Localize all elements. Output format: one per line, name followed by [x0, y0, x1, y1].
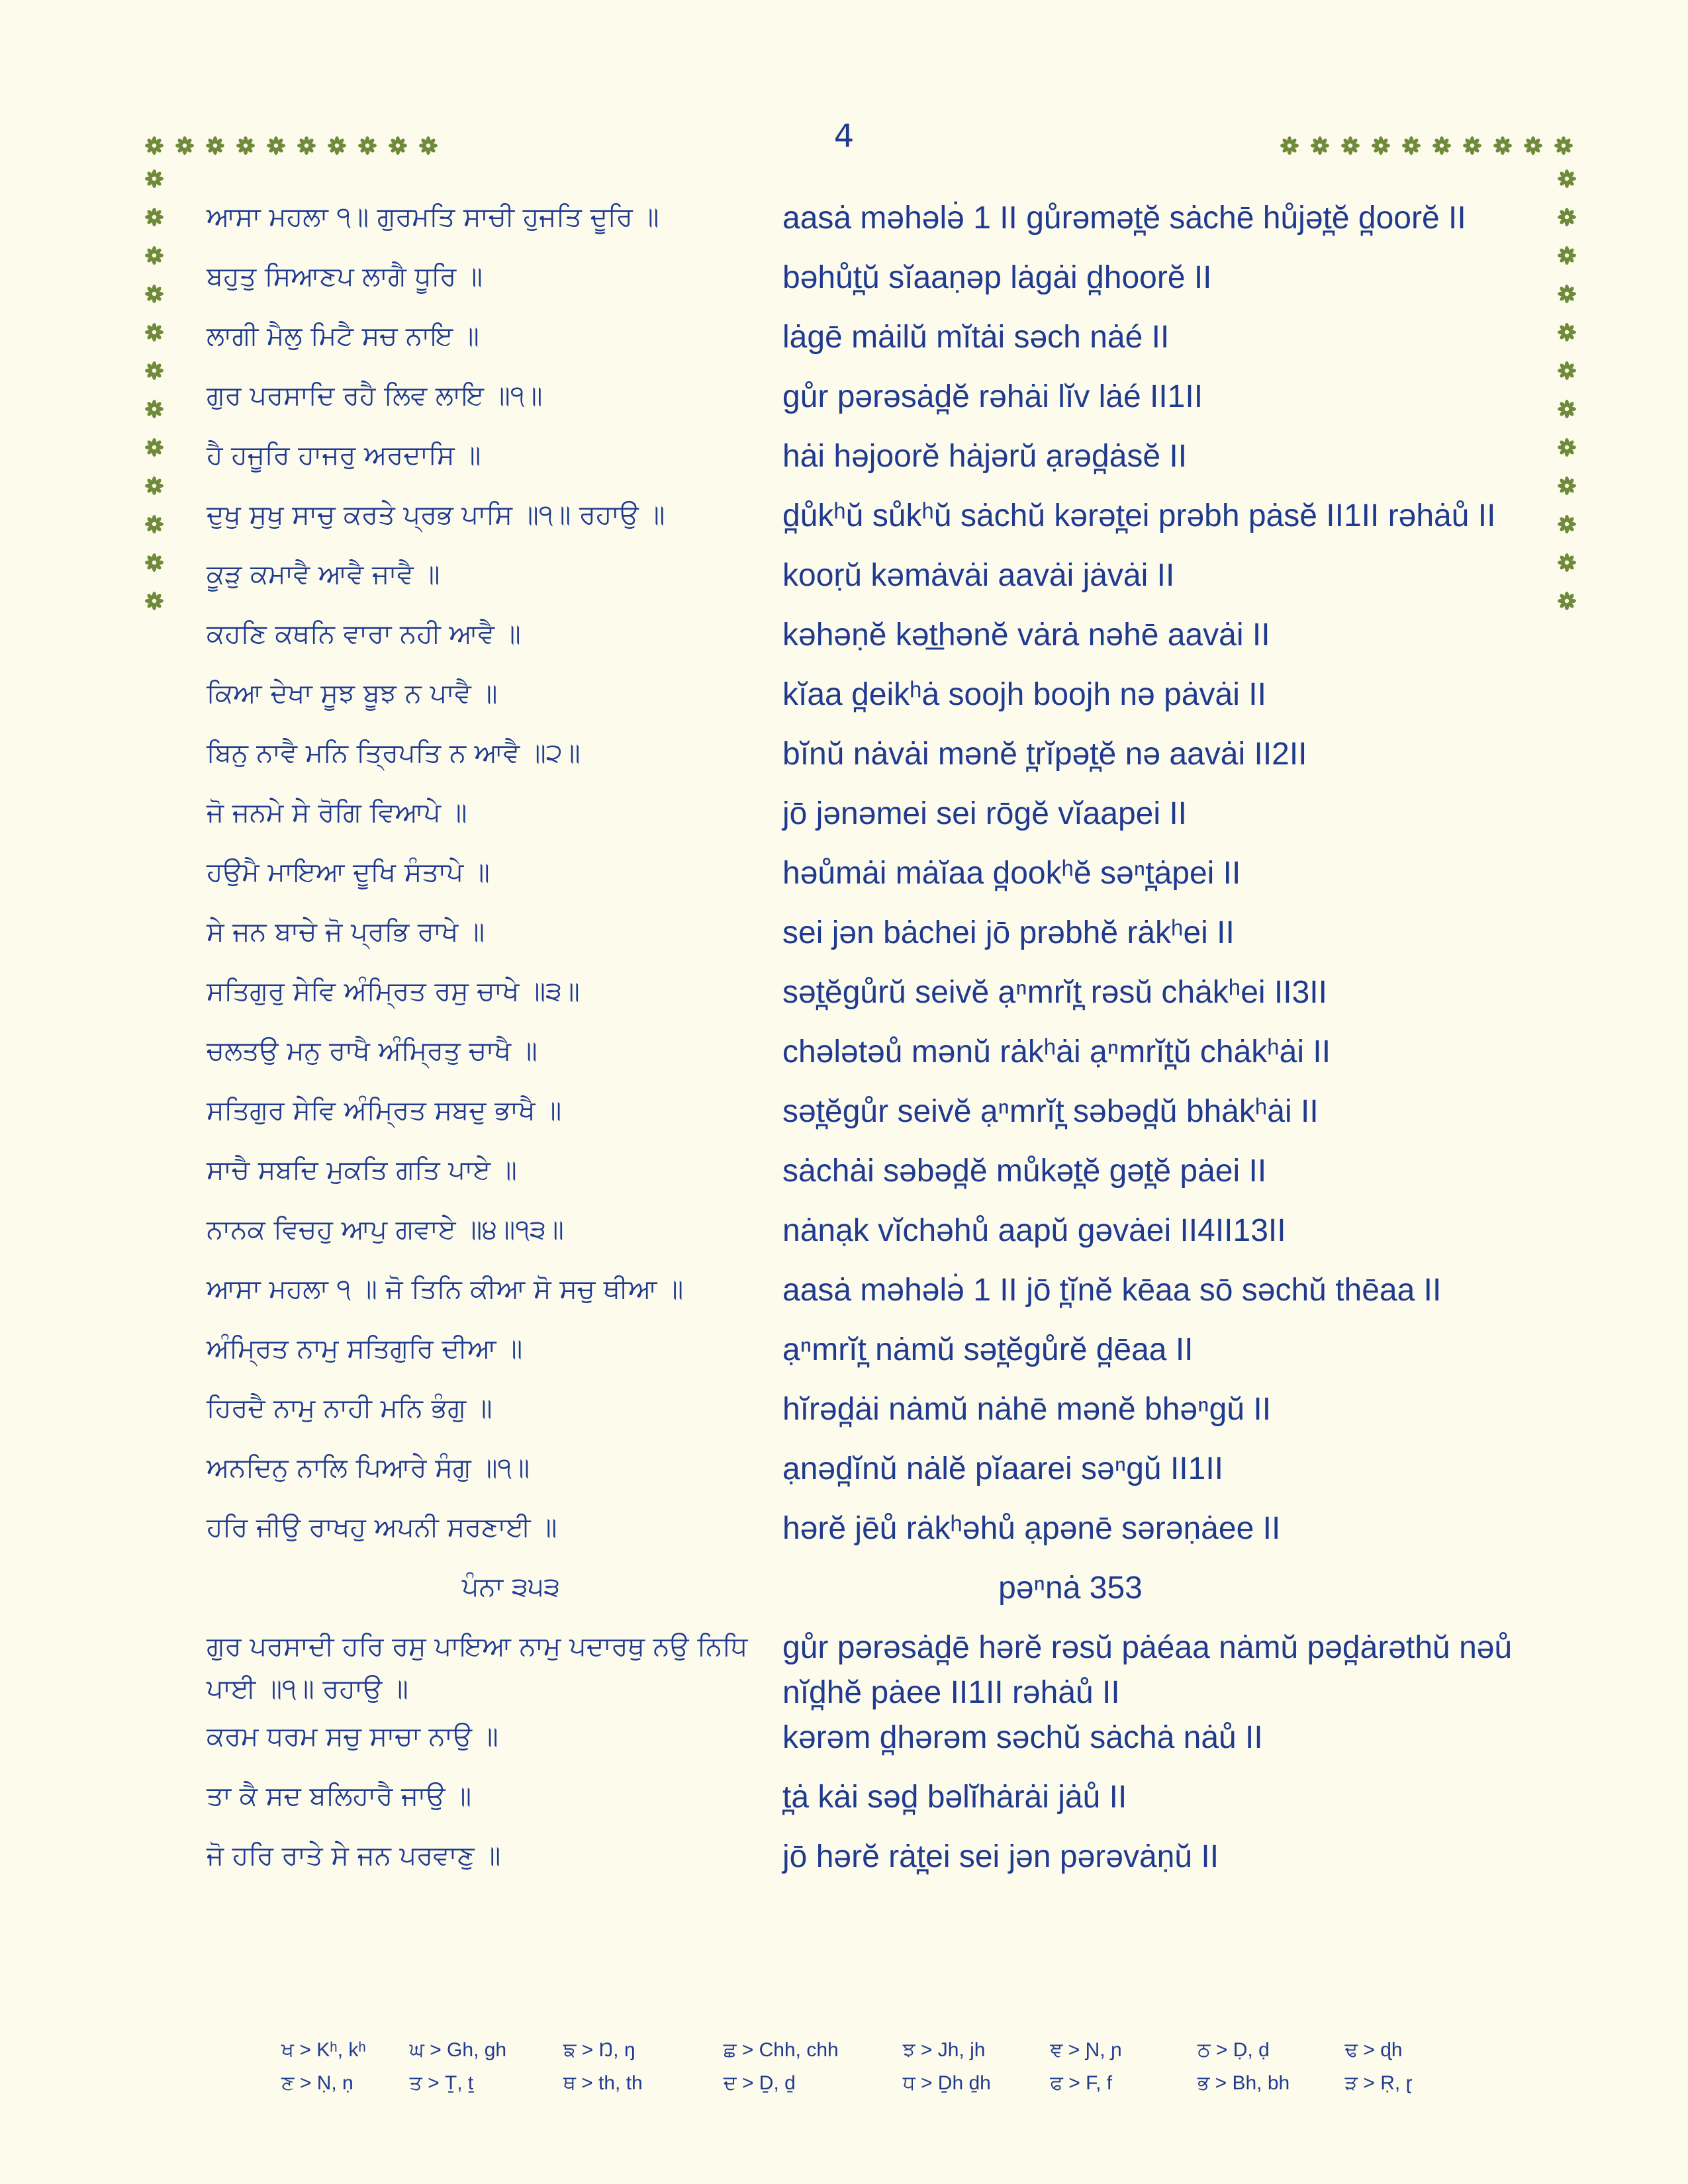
verse-row	[207, 851, 1524, 911]
gurmukhi-line: ਕਰਮ ਧਰਮ ਸਚੁ ਸਾਚਾ ਨਾਉ ॥	[207, 1721, 498, 1752]
gurmukhi-line: ਆਸਾ ਮਹਲਾ ੧॥ ਗੁਰਮਤਿ ਸਾਚੀ ਹੁਜਤਿ ਦੂਰਿ ॥	[207, 202, 659, 232]
transliteration-line: sȧchȧi səbəd̪ĕ můkət̪ĕ gət̪ĕ pȧei II	[782, 1154, 1267, 1189]
transliteration-line: sət̪ĕgůr seivĕ ạⁿmrĭt̪ səbəd̪ŭ bhȧkʰȧi II	[782, 1094, 1319, 1129]
flower-ornament-icon	[297, 136, 316, 156]
flower-ornament-icon	[144, 514, 164, 534]
gurmukhi-line: ਆਸਾ ਮਹਲਾ ੧ ॥ ਜੋ ਤਿਨਿ ਕੀਆ ਸੋ ਸਚੁ ਥੀਆ ॥	[207, 1274, 684, 1304]
legend-entry: ਞ > Ɲ, ɲ	[1050, 2039, 1122, 2061]
flower-ornament-icon	[327, 136, 347, 156]
transliteration-line: jō hərĕ rȧt̪ei sei jən pərəvȧṇŭ II	[782, 1839, 1219, 1874]
transliteration-line: kəhəṇĕ kət̲hənĕ vȧrȧ nəhē aavȧi II	[782, 617, 1270, 653]
flower-ornament-icon	[144, 591, 164, 611]
flower-ornament-icon	[175, 136, 195, 156]
verse-row	[207, 1030, 1524, 1089]
flower-ornament-icon	[144, 476, 164, 496]
verse-row	[207, 1447, 1524, 1506]
verse-table	[207, 196, 1524, 1894]
flower-ornament-icon	[144, 553, 164, 572]
top-right-flower-border	[1280, 136, 1573, 156]
gurmukhi-line: ਹਉਮੈ ਮਾਇਆ ਦੂਖਿ ਸੰਤਾਪੇ ॥	[207, 857, 490, 887]
flower-ornament-icon	[1557, 476, 1577, 496]
transliteration-line: lȧgē mȧilŭ mĭtȧi səch nȧé II	[782, 320, 1170, 355]
legend-entry: ਢ > ɖh	[1344, 2039, 1403, 2061]
legend-entry: ਝ > Jh, jh	[902, 2039, 986, 2061]
flower-ornament-icon	[144, 399, 164, 419]
gurmukhi-line: ਅਨਦਿਨੁ ਨਾਲਿ ਪਿਆਰੇ ਸੰਗੁ ॥੧॥	[207, 1453, 530, 1483]
flower-ornament-icon	[205, 136, 225, 156]
gurmukhi-line: ਗੁਰ ਪਰਸਾਦਿ ਰਹੈ ਲਿਵ ਲਾਇ ॥੧॥	[207, 381, 543, 411]
verse-row	[207, 613, 1524, 672]
gurmukhi-line: ਬਿਨੁ ਨਾਵੈ ਮਨਿ ਤ੍ਰਿਪਤਿ ਨ ਆਵੈ ॥੨॥	[207, 738, 581, 768]
verse-row	[207, 553, 1524, 613]
flower-ornament-icon	[1557, 514, 1577, 534]
right-flower-border	[1557, 169, 1577, 611]
verse-row	[207, 434, 1524, 494]
legend-entry: ਠ > Ḍ, ḍ	[1197, 2039, 1270, 2061]
legend-entry: ਫ > F, f	[1050, 2072, 1113, 2094]
verse-row	[207, 1835, 1524, 1894]
transliteration-line: gůr pərəsȧd̪ē hərĕ rəsŭ pȧéaa nȧmŭ pəd̪ȧrəthŭ nəů nĭd̪hĕ pȧee II1II rəhȧů II	[782, 1630, 1513, 1710]
verse-row	[207, 732, 1524, 792]
verse-row	[207, 196, 1524, 255]
transliteration-line: kərəm d̪hərəm səchŭ sȧchȧ nȧů II	[782, 1720, 1263, 1755]
flower-ornament-icon	[1310, 136, 1330, 156]
gurmukhi-line: ਚਲਤਉ ਮਨੁ ਰਾਖੈ ਅੰਮ੍ਰਿਤੁ ਚਾਖੈ ॥	[207, 1036, 538, 1066]
flower-ornament-icon	[1401, 136, 1421, 156]
left-flower-border	[144, 169, 164, 611]
gurmukhi-line: ਕੂੜੁ ਕਮਾਵੈ ਆਵੈ ਜਾਵੈ ॥	[207, 559, 440, 590]
flower-ornament-icon	[1280, 136, 1299, 156]
transliteration-line: gůr pərəsȧd̪ĕ rəhȧi lĭv lȧé II1II	[782, 379, 1203, 414]
verse-row	[207, 1268, 1524, 1328]
transliteration-legend	[281, 2034, 1473, 2100]
transliteration-line: kooṛŭ kəmȧvȧi aavȧi jȧvȧi II	[782, 558, 1175, 593]
gurmukhi-line: ਸੇ ਜਨ ਬਾਚੇ ਜੋ ਪ੍ਰਭਿ ਰਾਖੇ ॥	[207, 917, 485, 947]
gurmukhi-line: ਗੁਰ ਪਰਸਾਦੀ ਹਰਿ ਰਸੁ ਪਾਇਆ ਨਾਮੁ ਪਦਾਰਥੁ ਨਉ ਨਿਧਿ ਪਾਈ ॥੧॥ ਰਹਾਉ ॥	[207, 1631, 748, 1704]
legend-entry: ਖ > Kʰ, kʰ	[281, 2039, 366, 2061]
page-marker-row	[207, 1566, 1524, 1625]
flower-ornament-icon	[266, 136, 286, 156]
flower-ornament-icon	[1371, 136, 1391, 156]
verse-row	[207, 1328, 1524, 1387]
verse-row	[207, 792, 1524, 851]
gurmukhi-line: ਤਾ ਕੈ ਸਦ ਬਲਿਹਾਰੈ ਜਾਉ ॥	[207, 1781, 472, 1811]
gurmukhi-line: ਹੈ ਹਜੂਰਿ ਹਾਜਰੁ ਅਰਦਾਸਿ ॥	[207, 440, 481, 471]
flower-ornament-icon	[1557, 399, 1577, 419]
flower-ornament-icon	[236, 136, 256, 156]
verse-row	[207, 1387, 1524, 1447]
flower-ornament-icon	[144, 246, 164, 265]
transliteration-line: hĭrəd̪ȧi nȧmŭ nȧhē mənĕ bhəⁿgŭ II	[782, 1392, 1272, 1427]
gurmukhi-line: ਕਹਣਿ ਕਥਨਿ ਵਾਰਾ ਨਹੀ ਆਵੈ ॥	[207, 619, 521, 649]
transliteration-line: t̪ȧ kȧi səd̪ bəlĭhȧrȧi jȧů II	[782, 1780, 1127, 1815]
verse-row	[207, 1625, 1524, 1715]
flower-ornament-icon	[144, 437, 164, 457]
flower-ornament-icon	[1557, 207, 1577, 227]
transliteration-line: jō jənəmei sei rōgĕ vĭaapei II	[782, 796, 1188, 831]
verse-row	[207, 1775, 1524, 1835]
verse-row	[207, 1149, 1524, 1208]
gurmukhi-line: ਅੰਮ੍ਰਿਤ ਨਾਮੁ ਸਤਿਗੁਰਿ ਦੀਆ ॥	[207, 1334, 523, 1364]
transliteration-line: hȧi həjoorĕ hȧjərŭ ạrəd̪ȧsĕ II	[782, 439, 1188, 474]
flower-ornament-icon	[144, 322, 164, 342]
flower-ornament-icon	[1557, 591, 1577, 611]
flower-ornament-icon	[144, 361, 164, 381]
legend-row	[281, 2067, 1473, 2100]
gurmukhi-line: ਸਤਿਗੁਰ ਸੇਵਿ ਅੰਮ੍ਰਿਤ ਸਬਦੁ ਭਾਖੈ ॥	[207, 1095, 562, 1126]
flower-ornament-icon	[1340, 136, 1360, 156]
flower-ornament-icon	[357, 136, 377, 156]
flower-ornament-icon	[1557, 322, 1577, 342]
flower-ornament-icon	[144, 169, 164, 189]
legend-entry: ਧ > Ḏh ḏh	[902, 2072, 991, 2094]
gurmukhi-line: ਲਾਗੀ ਮੈਲੁ ਮਿਟੈ ਸਚ ਨਾਇ ॥	[207, 321, 479, 351]
verse-row	[207, 1089, 1524, 1149]
legend-entry: ਛ > Chh, chh	[723, 2039, 839, 2061]
transliteration-line: sət̪ĕgůrŭ seivĕ ạⁿmrĭt̪ rəsŭ chȧkʰei II3II	[782, 975, 1327, 1010]
verse-row	[207, 1506, 1524, 1566]
transliteration-line: chələtəů mənŭ rȧkʰȧi ạⁿmrĭt̪ŭ chȧkʰȧi II	[782, 1034, 1331, 1069]
legend-row	[281, 2034, 1473, 2067]
legend-entry: ਥ > th, th	[563, 2072, 643, 2094]
legend-entry: ਣ > Ṇ, ṇ	[281, 2072, 353, 2094]
gurmukhi-line: ਸਤਿਗੁਰੁ ਸੇਵਿ ਅੰਮ੍ਰਿਤ ਰਸੁ ਚਾਖੇ ॥੩॥	[207, 976, 580, 1007]
gurmukhi-line: ਨਾਨਕ ਵਿਚਹੁ ਆਪੁ ਗਵਾਏ ॥੪॥੧੩॥	[207, 1214, 564, 1245]
flower-ornament-icon	[1462, 136, 1482, 156]
verse-row	[207, 911, 1524, 970]
flower-ornament-icon	[1557, 169, 1577, 189]
verse-row	[207, 1715, 1524, 1775]
gurmukhi-line: ਜੋ ਜਨਮੇ ਸੇ ਰੋਗਿ ਵਿਆਪੇ ॥	[207, 797, 467, 828]
legend-entry: ਦ > Ḏ, ḏ	[723, 2072, 796, 2094]
flower-ornament-icon	[1557, 284, 1577, 304]
transliteration-line: nȧnạk vĭchəhů aapŭ gəvȧei II4II13II	[782, 1213, 1286, 1248]
verse-row	[207, 494, 1524, 553]
flower-ornament-icon	[1432, 136, 1452, 156]
flower-ornament-icon	[1557, 246, 1577, 265]
gurmukhi-line: ਸਾਚੈ ਸਬਦਿ ਮੁਕਤਿ ਗਤਿ ਪਾਏ ॥	[207, 1155, 517, 1185]
gurmukhi-line: ਹਿਰਦੈ ਨਾਮੁ ਨਾਹੀ ਮਨਿ ਭੰਗੁ ॥	[207, 1393, 492, 1424]
transliteration-line: kĭaa d̪eikʰȧ soojh boojh nə pȧvȧi II	[782, 677, 1266, 712]
transliteration-line: aasȧ məhələ̇ 1 II jō t̪ĭnĕ kēaa sō səchŭ thēaa II	[782, 1273, 1442, 1308]
gurmukhi-line: ਬਹੁਤੁ ਸਿਆਣਪ ਲਾਗੈ ਧੂਰਿ ॥	[207, 261, 483, 292]
transliteration-line: həůmȧi mȧĭaa d̪ookʰĕ səⁿt̪ȧpei II	[782, 856, 1241, 891]
flower-ornament-icon	[388, 136, 408, 156]
transliteration-line: aasȧ məhələ̇ 1 II gůrəmət̪ĕ sȧchē hůjət̪ĕ d̪oorĕ II	[782, 201, 1466, 236]
verse-row	[207, 672, 1524, 732]
flower-ornament-icon	[144, 284, 164, 304]
gurmukhi-line: ਹਰਿ ਜੀਉ ਰਾਖਹੁ ਅਪਨੀ ਸਰਣਾਈ ॥	[207, 1512, 557, 1543]
gurmukhi-line: ਪੰਨਾ ੩੫੩	[461, 1572, 561, 1602]
legend-entry: ਙ > Ŋ, ŋ	[563, 2039, 635, 2061]
transliteration-line: bĭnŭ nȧvȧi mənĕ t̪rĭpət̪ĕ nə aavȧi II2II	[782, 737, 1307, 772]
transliteration-line: d̪ůkʰŭ sůkʰŭ sȧchŭ kərət̪ei prəbh pȧsĕ II1II rəhȧů II	[782, 498, 1496, 533]
verse-row	[207, 375, 1524, 434]
legend-entry: ੜ > Ṛ, ɽ	[1344, 2072, 1413, 2094]
transliteration-line: sei jən bȧchei jō prəbhĕ rȧkʰei II	[782, 915, 1235, 950]
top-left-flower-border	[144, 136, 438, 156]
transliteration-line: ạⁿmrĭt̪ nȧmŭ sət̪ĕgůrĕ d̪ēaa II	[782, 1332, 1194, 1367]
flower-ornament-icon	[144, 207, 164, 227]
gurmukhi-line: ਦੁਖੁ ਸੁਖੁ ਸਾਚੁ ਕਰਤੇ ਪ੍ਰਭ ਪਾਸਿ ॥੧॥ ਰਹਾਉ ॥	[207, 500, 665, 530]
gurmukhi-line: ਕਿਆ ਦੇਖਾ ਸੂਝ ਬੂਝ ਨ ਪਾਵੈ ॥	[207, 678, 498, 709]
gurmukhi-line: ਜੋ ਹਰਿ ਰਾਤੇ ਸੇ ਜਨ ਪਰਵਾਣੁ ॥	[207, 1841, 501, 1871]
verse-row	[207, 255, 1524, 315]
flower-ornament-icon	[1557, 361, 1577, 381]
transliteration-line: ạnəd̪ĭnŭ nȧlĕ pĭaarei səⁿgŭ II1II	[782, 1451, 1223, 1486]
page-number: 4	[833, 118, 855, 155]
flower-ornament-icon	[144, 136, 164, 156]
legend-entry: ਭ > Bh, bh	[1197, 2072, 1290, 2094]
transliteration-line: pəⁿnȧ 353	[998, 1570, 1143, 1606]
verse-row	[207, 315, 1524, 375]
flower-ornament-icon	[418, 136, 438, 156]
legend-entry: ਤ > Ṯ, ṯ	[409, 2072, 474, 2094]
verse-row	[207, 970, 1524, 1030]
flower-ornament-icon	[1493, 136, 1513, 156]
legend-entry: ਘ > Gh, gh	[409, 2039, 507, 2061]
flower-ornament-icon	[1557, 437, 1577, 457]
flower-ornament-icon	[1557, 553, 1577, 572]
verse-row	[207, 1208, 1524, 1268]
transliteration-line: hərĕ jēů rȧkʰəhů ạpənē sərəṇȧee II	[782, 1511, 1281, 1546]
flower-ornament-icon	[1554, 136, 1573, 156]
flower-ornament-icon	[1523, 136, 1543, 156]
transliteration-line: bəhůt̪ŭ sĭaaṇəp lȧgȧi d̪hoorĕ II	[782, 260, 1212, 295]
